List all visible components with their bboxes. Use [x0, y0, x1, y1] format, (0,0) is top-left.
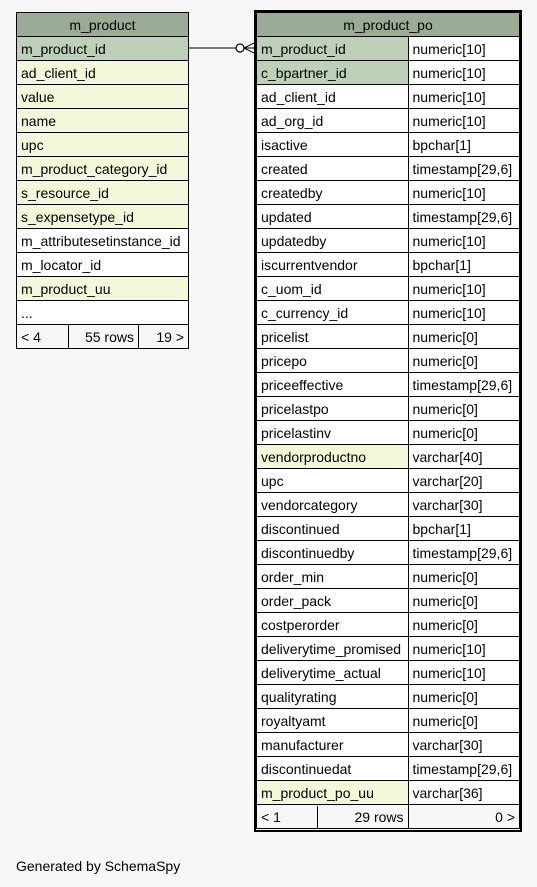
column-name[interactable]: ad_client_id [257, 85, 409, 109]
column-name[interactable]: updated [257, 205, 409, 229]
column-type: numeric[10] [408, 61, 519, 85]
column-name[interactable]: vendorproductno [257, 445, 409, 469]
column-name[interactable]: s_resource_id [17, 181, 189, 205]
column-name[interactable]: m_product_id [17, 37, 189, 61]
column-name[interactable]: isactive [257, 133, 409, 157]
column-type: numeric[0] [408, 421, 519, 445]
column-name[interactable]: vendorcategory [257, 493, 409, 517]
column-type: numeric[0] [408, 709, 519, 733]
footer-left-label[interactable]: < 1 [257, 806, 318, 828]
column-type: varchar[20] [408, 469, 519, 493]
column-type: numeric[0] [408, 685, 519, 709]
column-name[interactable]: discontinuedat [257, 757, 409, 781]
column-name[interactable]: priceeffective [257, 373, 409, 397]
column-name[interactable]: deliverytime_actual [257, 661, 409, 685]
column-name[interactable]: m_locator_id [17, 253, 189, 277]
footer-right[interactable]: 19 > [139, 325, 189, 349]
column-name[interactable]: value [17, 85, 189, 109]
column-type: numeric[0] [408, 565, 519, 589]
column-type: numeric[10] [408, 229, 519, 253]
footer-mid: 55 rows [69, 325, 139, 349]
column-name[interactable]: pricepo [257, 349, 409, 373]
column-type: numeric[0] [408, 349, 519, 373]
column-name[interactable]: m_attributesetinstance_id [17, 229, 189, 253]
column-type: timestamp[29,6] [408, 541, 519, 565]
column-type: numeric[10] [408, 301, 519, 325]
column-name[interactable]: qualityrating [257, 685, 409, 709]
footer-left[interactable]: < 4 [17, 325, 69, 349]
column-name[interactable]: m_product_uu [17, 277, 189, 301]
column-name[interactable]: iscurrentvendor [257, 253, 409, 277]
column-type: numeric[10] [408, 637, 519, 661]
column-type: bpchar[1] [408, 253, 519, 277]
column-type: varchar[30] [408, 493, 519, 517]
column-type: numeric[10] [408, 181, 519, 205]
column-type: bpchar[1] [408, 133, 519, 157]
column-type: numeric[10] [408, 85, 519, 109]
column-type: numeric[10] [408, 277, 519, 301]
optional-marker-icon [236, 44, 244, 52]
column-type: numeric[0] [408, 589, 519, 613]
column-type: numeric[0] [408, 613, 519, 637]
column-name[interactable]: manufacturer [257, 733, 409, 757]
column-name[interactable]: ad_client_id [17, 61, 189, 85]
column-type: timestamp[29,6] [408, 157, 519, 181]
column-name[interactable]: createdby [257, 181, 409, 205]
column-name[interactable]: c_bpartner_id [257, 61, 409, 85]
table-title[interactable]: m_product [17, 13, 189, 37]
column-name[interactable]: pricelist [257, 325, 409, 349]
column-name[interactable]: c_currency_id [257, 301, 409, 325]
column-name[interactable]: ... [17, 301, 189, 325]
column-name[interactable]: order_pack [257, 589, 409, 613]
footer-right[interactable]: 0 > [408, 805, 519, 829]
column-type: numeric[0] [408, 397, 519, 421]
column-name[interactable]: name [17, 109, 189, 133]
column-type: numeric[0] [408, 325, 519, 349]
column-name[interactable]: created [257, 157, 409, 181]
column-name[interactable]: upc [257, 469, 409, 493]
column-name[interactable]: s_expensetype_id [17, 205, 189, 229]
column-name[interactable]: c_uom_id [257, 277, 409, 301]
column-type: numeric[10] [408, 37, 519, 61]
column-name[interactable]: discontinued [257, 517, 409, 541]
column-type: timestamp[29,6] [408, 373, 519, 397]
column-type: varchar[30] [408, 733, 519, 757]
column-name[interactable]: ad_org_id [257, 109, 409, 133]
column-name[interactable]: m_product_po_uu [257, 781, 409, 805]
column-type: numeric[10] [408, 661, 519, 685]
column-type: timestamp[29,6] [408, 205, 519, 229]
column-type: varchar[40] [408, 445, 519, 469]
column-name[interactable]: updatedby [257, 229, 409, 253]
column-name[interactable]: pricelastpo [257, 397, 409, 421]
column-type: numeric[10] [408, 109, 519, 133]
column-type: varchar[36] [408, 781, 519, 805]
column-type: timestamp[29,6] [408, 757, 519, 781]
column-name[interactable]: deliverytime_promised [257, 637, 409, 661]
column-name[interactable]: royaltyamt [257, 709, 409, 733]
column-name[interactable]: m_product_id [257, 37, 409, 61]
footer-mid: 29 rows [354, 808, 404, 825]
generated-by-caption: Generated by SchemaSpy [16, 858, 181, 874]
table-title[interactable]: m_product_po [257, 13, 520, 37]
column-name[interactable]: costperorder [257, 613, 409, 637]
column-name[interactable]: discontinuedby [257, 541, 409, 565]
column-name[interactable]: upc [17, 133, 189, 157]
column-type: bpchar[1] [408, 517, 519, 541]
column-name[interactable]: pricelastinv [257, 421, 409, 445]
column-name[interactable]: m_product_category_id [17, 157, 189, 181]
column-name[interactable]: order_min [257, 565, 409, 589]
